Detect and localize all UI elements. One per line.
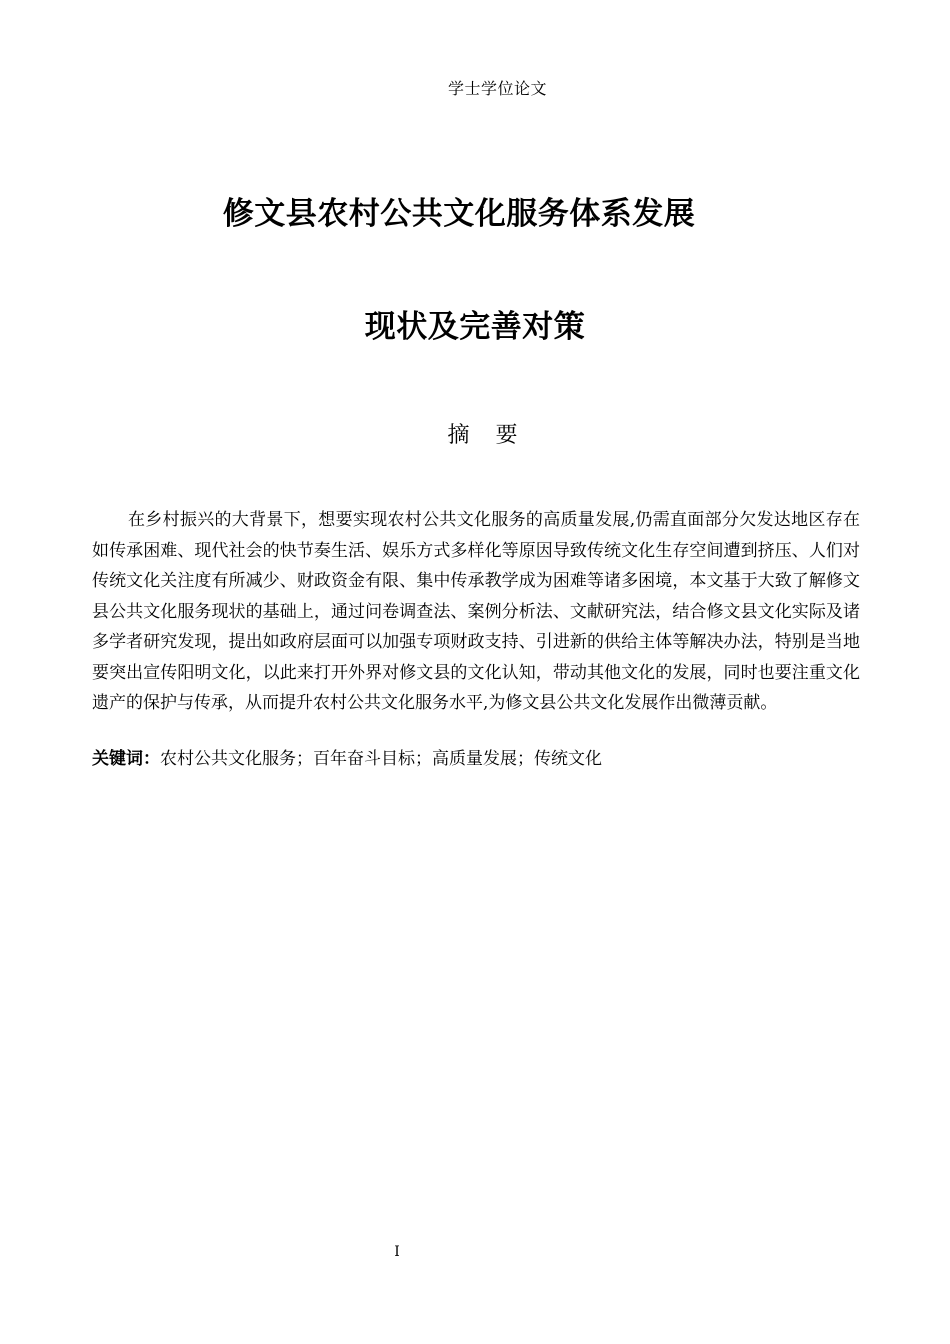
keywords-text: 农村公共文化服务；百年奋斗目标；高质量发展；传统文化	[160, 749, 602, 769]
abstract-heading-char-2: 要	[495, 423, 518, 448]
abstract-heading	[0, 418, 950, 449]
thesis-title-line-2: 现状及完善对策	[364, 309, 586, 345]
page-number: I	[394, 1244, 400, 1260]
keywords-line	[92, 744, 862, 774]
abstract-heading-char-1: 摘	[447, 423, 470, 448]
running-header: 学士学位论文	[447, 79, 547, 98]
thesis-title-line-1: 修文县农村公共文化服务体系发展	[222, 196, 696, 232]
keywords-label: 关键词：	[92, 749, 160, 769]
abstract-body: 在乡村振兴的大背景下，想要实现农村公共文化服务的高质量发展,仍需直面部分欠发达地区存在如传承困难、现代社会的快节奏生活、娱乐方式多样化等原因导致传统文化生存空间遭到挤压、人们对传统文化关注度有所减少、财政资金有限、集中传承教学成为困难等诸多困境，本文基于大致了解修文县公共文化服务现状的基础上，通过问卷调查法、案例分析法、文献研究法，结合修文县文化实际及诸多学者研究发现，提出如政府层面可以加强专项财政支持、引进新的供给主体等解决办法，特别是当地要突出宣传阳明文化，以此来打开外界对修文县的文化认知，带动其他文化的发展，同时也要注重文化遗产的保护与传承，从而提升农村公共文化服务水平,为修文县公共文化发展作出微薄贡献。	[92, 510, 860, 713]
